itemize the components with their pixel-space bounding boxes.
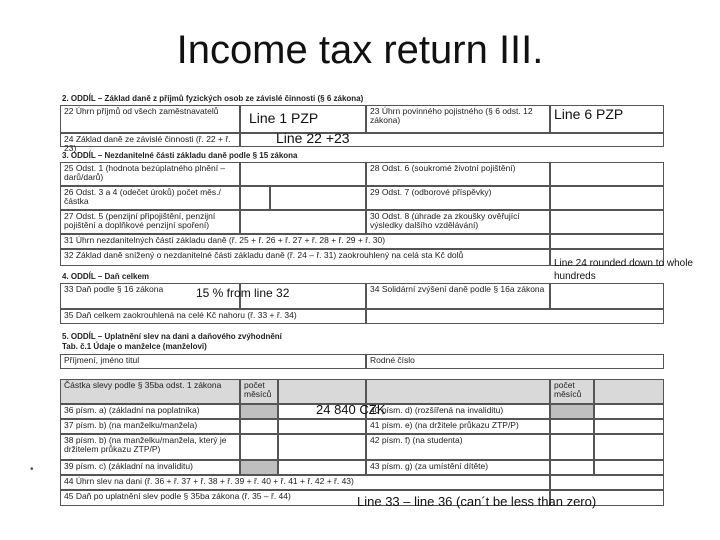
row-24-label: 24 Základ daně ze závislé činnosti (ř. 22 + ř. 23) <box>60 133 240 147</box>
note-line-6-pzp: Line 6 PZP <box>554 106 624 122</box>
note-line-24: Line 24 rounded down to whole hundreds <box>554 258 693 282</box>
row-38-months[interactable] <box>240 434 278 460</box>
row-40-months <box>550 404 594 419</box>
row-34-value[interactable] <box>550 283 664 309</box>
row-27-label: 27 Odst. 5 (penzijní připojištění, penzijní pojištění a doplňkové penzijní spoření) <box>60 210 240 234</box>
row-30-value[interactable] <box>550 210 664 234</box>
row-32-label: 32 Základ daně snížený o nezdanitelné části základu daně (ř. 24 – ř. 31) zaokrouhlený na celá sta Kč dolů <box>60 249 550 266</box>
row-37-value[interactable] <box>278 419 366 434</box>
row-42-value[interactable] <box>594 434 664 460</box>
table-1-heading: Tab. č.1 Údaje o manželce (manželovi) <box>62 342 207 351</box>
row-26-months[interactable] <box>240 186 270 210</box>
row-45-label: 45 Daň po uplatnění slev podle § 35ba zákona (ř. 35 – ř. 44) <box>60 490 550 506</box>
row-38-value[interactable] <box>278 434 366 460</box>
row-31-value[interactable] <box>550 234 664 249</box>
row-29-label: 29 Odst. 7 (odborové příspěvky) <box>366 186 550 210</box>
note-line-22-23: Line 22 +23 <box>276 130 350 146</box>
credit-header-label: Částka slevy podle § 35ba odst. 1 zákona <box>60 379 240 404</box>
row-31-label: 31 Úhrn nezdanitelných částí základu daně (ř. 25 + ř. 26 + ř. 27 + ř. 28 + ř. 29 + ř. 30) <box>60 234 550 249</box>
row-27-value[interactable] <box>240 210 366 234</box>
row-34-label: 34 Solidární zvýšení daně podle § 16a zákona <box>366 283 550 309</box>
months-header-left: počet měsíců <box>240 379 278 404</box>
note-15-percent: 15 % from line 32 <box>196 286 290 300</box>
row-39-months <box>240 460 278 475</box>
credit-header-value-right <box>594 379 664 404</box>
spouse-id-field[interactable]: Rodné číslo <box>366 354 664 369</box>
months-header-right: počet měsíců <box>550 379 594 404</box>
note-line-1-pzp: Line 1 PZP <box>249 110 319 126</box>
row-37-months[interactable] <box>240 419 278 434</box>
row-29-value[interactable] <box>550 186 664 210</box>
section-2-heading: 2. ODDÍL – Základ daně z příjmů fyzických osob ze závislé činnosti (§ 6 zákona) <box>62 94 364 103</box>
row-38-label: 38 písm. b) (na manželku/manžela, který je držitelem průkazu ZTP/P) <box>60 434 240 460</box>
row-36-label: 36 písm. a) (základní na poplatníka) <box>60 404 240 419</box>
row-25-label: 25 Odst. 1 (hodnota bezúplatného plnění – darů/darů) <box>60 162 240 186</box>
row-28-label: 28 Odst. 6 (soukromé životní pojištění) <box>366 162 550 186</box>
row-25-value[interactable] <box>240 162 366 186</box>
row-43-value[interactable] <box>594 460 664 475</box>
section-4-heading: 4. ODDÍL – Daň celkem <box>62 272 149 281</box>
row-26-value[interactable] <box>270 186 366 210</box>
row-22-label: 22 Úhrn příjmů od všech zaměstnavatelů <box>60 105 240 133</box>
row-44-label: 44 Úhrn slev na dani (ř. 36 + ř. 37 + ř. 38 + ř. 39 + ř. 40 + ř. 41 + ř. 42 + ř. 43) <box>60 475 550 490</box>
row-23-label: 23 Úhrn povinného pojistného (§ 6 odst. 12 zákona) <box>366 105 550 133</box>
note-line-33-36: Line 33 – line 36 (can´t be less than zero) <box>357 494 597 509</box>
row-30-label: 30 Odst. 8 (úhrade za zkoušky ověřující výsledky dalšího vzdělávání) <box>366 210 550 234</box>
row-39-value[interactable] <box>278 460 366 475</box>
row-40-label: 40 písm. d) (rozšířená na invaliditu) <box>366 404 550 419</box>
credit-header-right <box>366 379 550 404</box>
row-35-value[interactable] <box>366 309 664 324</box>
row-37-label: 37 písm. b) (na manželku/manžela) <box>60 419 240 434</box>
row-33-label: 33 Daň podle § 16 zákona <box>60 283 240 309</box>
credit-header-value-left <box>278 379 366 404</box>
tax-form <box>60 92 664 512</box>
row-42-label: 42 písm. f) (na studenta) <box>366 434 550 460</box>
row-44-value[interactable] <box>550 475 664 490</box>
row-26-label: 26 Odst. 3 a 4 (odečet úroků) počet měs./částka <box>60 186 240 210</box>
row-39-label: 39 písm. c) (základní na invaliditu) <box>60 460 240 475</box>
row-41-label: 41 písm. e) (na držitele průkazu ZTP/P) <box>366 419 550 434</box>
spouse-name-field[interactable]: Příjmení, jméno titul <box>60 354 366 369</box>
slide-title: Income tax return III. <box>176 28 544 72</box>
row-28-value[interactable] <box>550 162 664 186</box>
row-43-label: 43 písm. g) (za umístění dítěte) <box>366 460 550 475</box>
bullet-marker: • <box>30 464 34 475</box>
row-41-months[interactable] <box>550 419 594 434</box>
row-36-months <box>240 404 278 419</box>
row-41-value[interactable] <box>594 419 664 434</box>
row-35-label: 35 Daň celkem zaokrouhlená na celé Kč nahoru (ř. 33 + ř. 34) <box>60 309 366 324</box>
row-43-months[interactable] <box>550 460 594 475</box>
note-amount: 24 840 CZK <box>316 402 386 417</box>
row-40-value[interactable] <box>594 404 664 419</box>
row-42-months[interactable] <box>550 434 594 460</box>
section-3-heading: 3. ODDÍL – Nezdanitelné části základu daně podle § 15 zákona <box>62 151 298 160</box>
section-5-heading: 5. ODDÍL – Uplatnění slev na dani a daňového zvýhodnění <box>62 332 282 341</box>
